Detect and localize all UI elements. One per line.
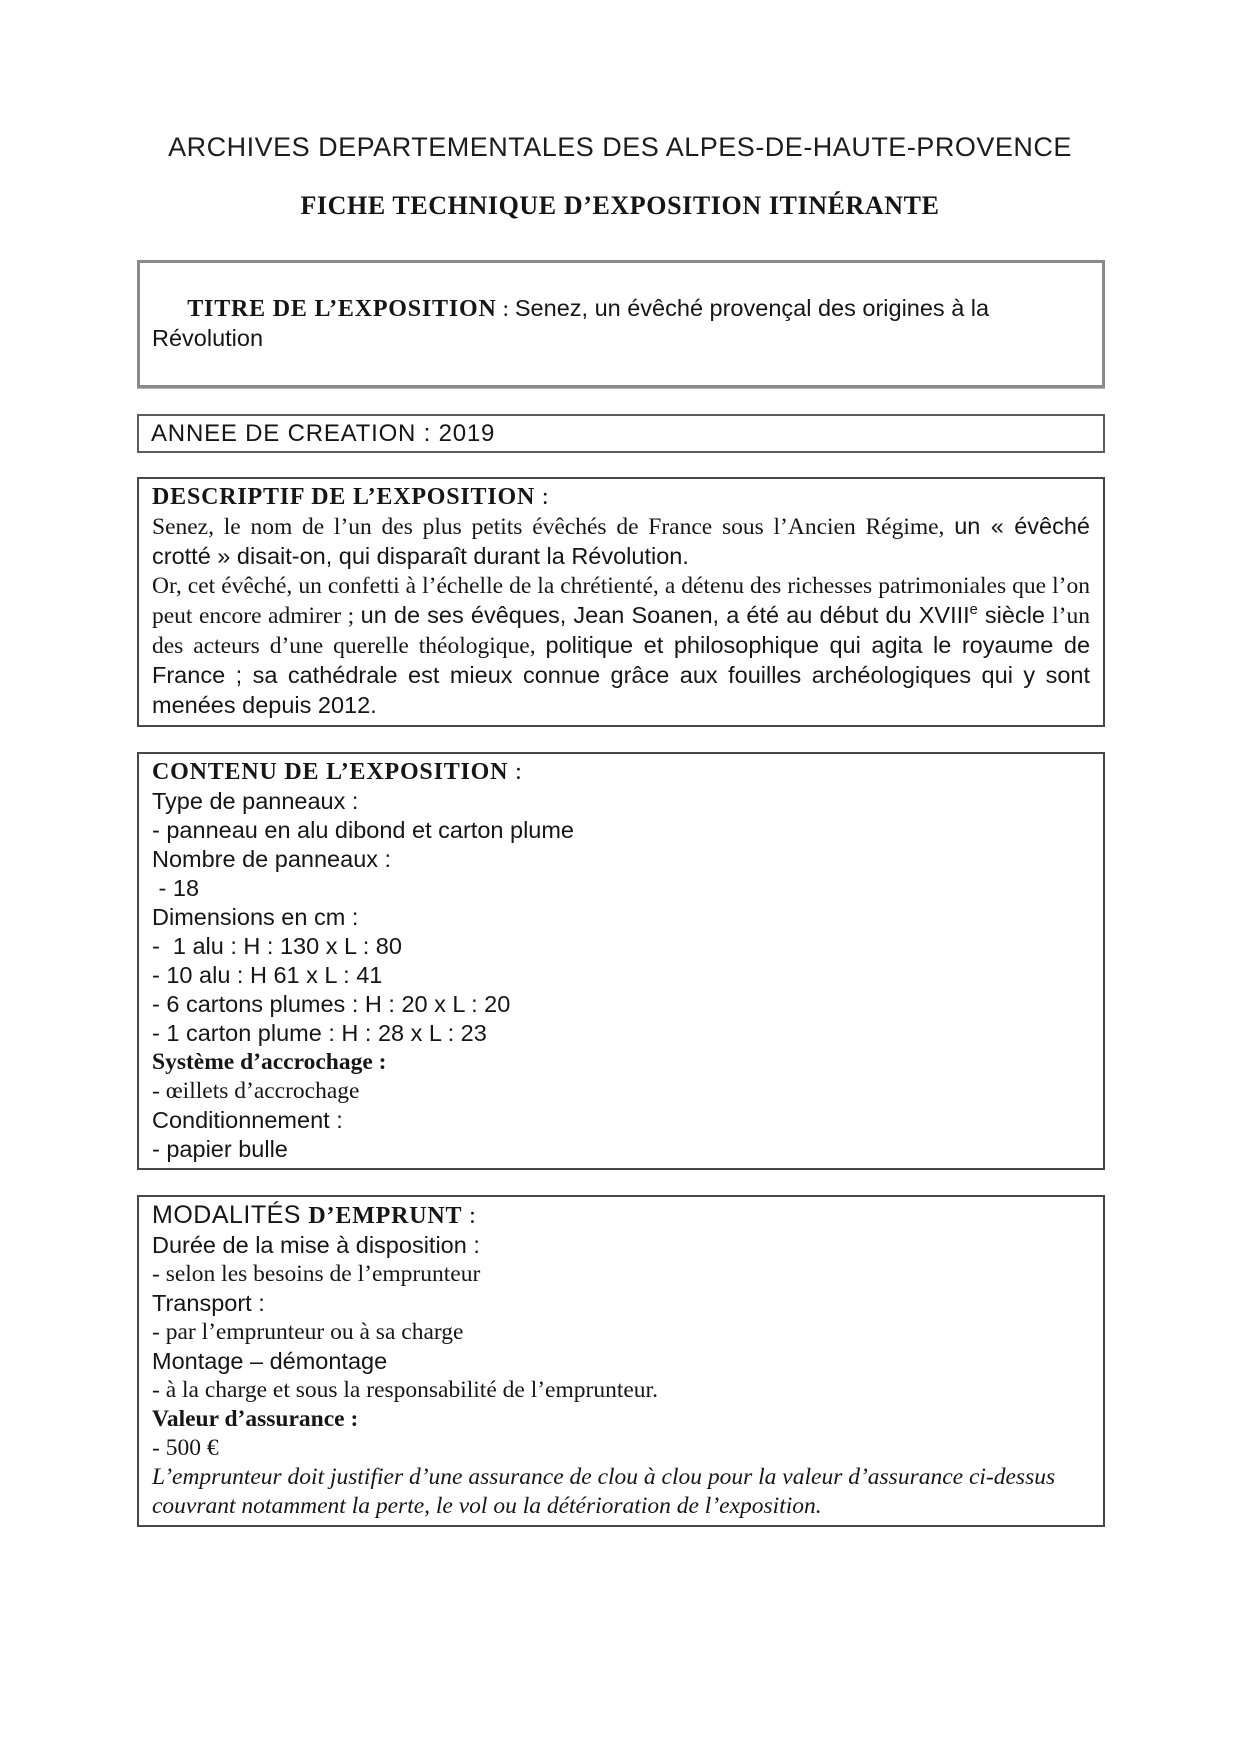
descriptif-heading-colon: : (535, 484, 550, 510)
organization-title: ARCHIVES DEPARTEMENTALES DES ALPES-DE-HAUTE-PROVENCE (168, 132, 1072, 162)
text-line: Type de panneaux : (152, 788, 359, 814)
text-line: Système d’accrochage : (152, 1049, 387, 1075)
text-segment: MODALITÉS (152, 1201, 309, 1229)
title-label: TITRE DE L’EXPOSITION (187, 296, 497, 322)
text-line: - 500 € (152, 1435, 219, 1461)
title-colon: : (496, 296, 515, 322)
title-line (152, 265, 1090, 383)
contenu-heading (152, 758, 1090, 787)
modalites-heading (152, 1201, 1090, 1231)
text-line: - 10 alu : H 61 x L : 41 (152, 962, 383, 988)
text-line: - 18 (152, 875, 200, 901)
text-line: L’emprunteur doit justifier d’une assurance de clou à clou pour la valeur d’assurance ci-dessus couvrant notamment la perte, le vol ou la détérioration de l’exposition. (152, 1464, 1061, 1519)
modalites-box (137, 1195, 1105, 1527)
text-segment: D’EMPRUNT (308, 1203, 463, 1229)
descriptif-heading-text: DESCRIPTIF DE L’EXPOSITION (152, 484, 536, 510)
text-line: - 6 cartons plumes : H : 20 x L : 20 (152, 991, 511, 1017)
year-text: ANNEE DE CREATION : 2019 (151, 420, 496, 447)
text-segment: Or, cet évêché, un confetti à l’échelle de la chrétienté, a détenu des richesses patrimoniales que l’on peut encore admirer ; (152, 573, 1090, 629)
title-value: Senez, un évêché provençal des origines à la Révolution (152, 295, 996, 351)
text-line: Transport : (152, 1290, 265, 1316)
text-segment: Senez, le nom de l’un des plus petits évêchés de France sous l’Ancien Régime, (152, 514, 955, 540)
text-segment: siècle (977, 602, 1053, 628)
text-line: Conditionnement : (152, 1107, 343, 1133)
text-line: Valeur d’assurance : (152, 1406, 359, 1432)
descriptif-heading (152, 483, 1090, 512)
contenu-heading-colon: : (508, 759, 523, 785)
text-line: - selon les besoins de l’emprunteur (152, 1261, 481, 1287)
descriptif-paragraph-1 (152, 512, 1090, 572)
text-line: - panneau en alu dibond et carton plume (152, 817, 575, 843)
text-line: - par l’emprunteur ou à sa charge (152, 1319, 464, 1345)
text-segment: politique et philosophique qui agita le royaume de France ; sa cathédrale est mieux connue grâce aux fouilles archéologiques qui y sont menées depuis 2012. (152, 632, 1091, 718)
descriptif-box (137, 477, 1105, 727)
text-line: - 1 carton plume : H : 28 x L : 23 (152, 1020, 487, 1046)
modalites-lines (152, 1231, 1090, 1521)
document-title: FICHE TECHNIQUE D’EXPOSITION ITINÉRANTE (300, 191, 940, 220)
year-box (137, 414, 1105, 453)
descriptif-paragraph-2 (152, 572, 1090, 721)
text-segment: un de ses évêques, Jean Soanen, a été au début du XVIII (360, 602, 970, 628)
title-box (137, 260, 1105, 388)
text-line: - œillets d’accrochage (152, 1078, 360, 1104)
text-line: - 1 alu : H : 130 x L : 80 (152, 933, 402, 959)
text-line: Durée de la mise à disposition : (152, 1232, 480, 1258)
text-line: Montage – démontage (152, 1348, 388, 1374)
text-line: Nombre de panneaux : (152, 846, 392, 872)
text-segment: un « évêché crotté » disait-on, qui disparaît durant la Révolution. (152, 513, 1090, 569)
text-line: - papier bulle (152, 1136, 288, 1162)
contenu-heading-text: CONTENU DE L’EXPOSITION (152, 759, 509, 785)
text-segment: e (969, 602, 978, 619)
contenu-box (137, 752, 1105, 1170)
contenu-lines (152, 787, 1090, 1164)
text-line: - à la charge et sous la responsabilité de l’emprunteur. (152, 1377, 658, 1403)
text-segment: l’un des acteurs d’une querelle théologique, (152, 603, 1090, 659)
text-segment: : (462, 1203, 477, 1229)
text-line: Dimensions en cm : (152, 904, 359, 930)
